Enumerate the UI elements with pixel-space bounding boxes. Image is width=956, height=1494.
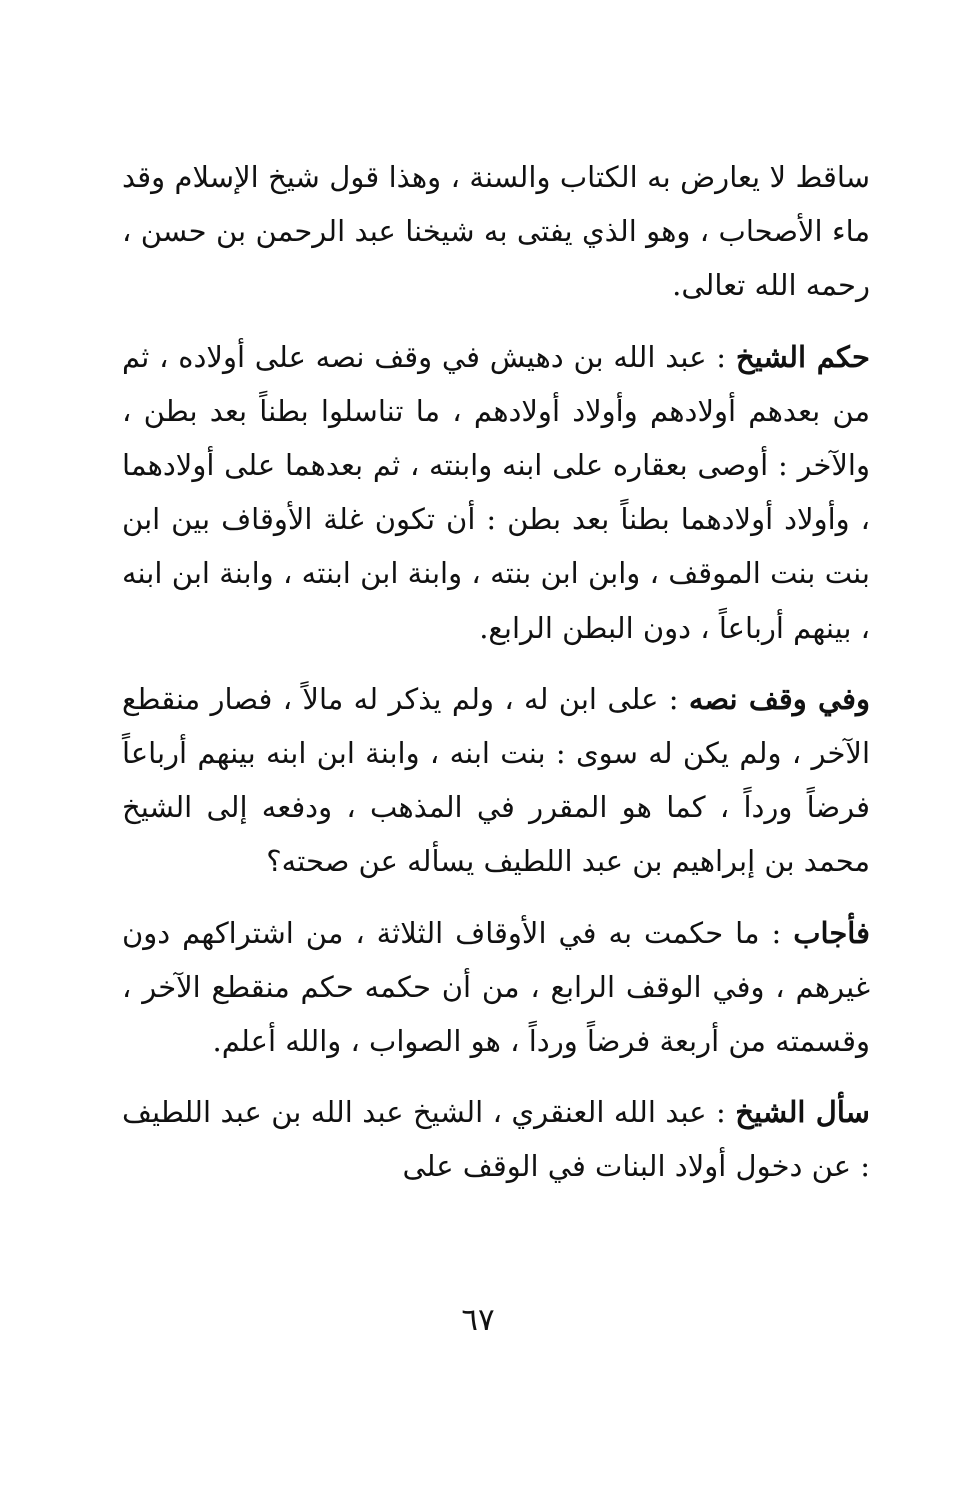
page-body-text — [122, 150, 870, 1211]
paragraph-3 — [122, 672, 870, 889]
paragraph-lead: حكم الشيخ — [735, 339, 870, 374]
paragraph-1 — [122, 150, 870, 313]
page-number: ٦٧ — [461, 1302, 495, 1338]
paragraph-text: ساقط لا يعارض به الكتاب والسنة ، وهذا قول شيخ الإسلام وقد ماء الأصحاب ، وهو الذي يفتى به شيخنا عبد الرحمن بن حسن ، رحمه الله تعالى. — [122, 160, 870, 303]
paragraph-2 — [122, 330, 870, 655]
paragraph-lead: وفي وقف نصه — [688, 681, 870, 716]
paragraph-4 — [122, 906, 870, 1069]
paragraph-text: : عبد الله بن دهيش في وقف نصه على أولاده ، ثم من بعدهم أولادهم وأولاد أولادهم ، ما تناسلوا بطناً بعد بطن ، والآخر : أوصى بعقاره على ابنه وابنته ، ثم بعدهما على أولادهما ، وأولاد أولادهما بطناً بعد بطن : أن تكون غلة الأوقاف بين ابن بنت بنت الموقف ، وابن ابن بنته ، وابنة ابن ابنته ، وابنة ابن ابنه ، بينهم أرباعاً ، دون البطن الرابع. — [122, 339, 870, 645]
paragraph-text: : على ابن له ، ولم يذكر له مالاً ، فصار منقطع الآخر ، ولم يكن له سوى : بنت ابنه ، وابنة ابن ابنه بينهم أرباعاً فرضاً ورداً ، كما هو المقرر في المذهب ، ودفعه إلى الشيخ محمد بن إبراهيم بن عبد اللطيف يسأله عن صحته؟ — [122, 681, 870, 879]
paragraph-lead: سأل الشيخ — [735, 1095, 870, 1130]
paragraph-lead: فأجاب — [793, 915, 870, 950]
paragraph-text: : عبد الله العنقري ، الشيخ عبد الله بن عبد اللطيف : عن دخول أولاد البنات في الوقف على — [122, 1095, 870, 1184]
paragraph-5 — [122, 1085, 870, 1193]
paragraph-text: : ما حكمت به في الأوقاف الثلاثة ، من اشتراكهم دون غيرهم ، وفي الوقف الرابع ، من أن حكمه حكم منقطع الآخر ، وقسمته من أربعة فرضاً ورداً ، هو الصواب ، والله أعلم. — [122, 915, 870, 1059]
